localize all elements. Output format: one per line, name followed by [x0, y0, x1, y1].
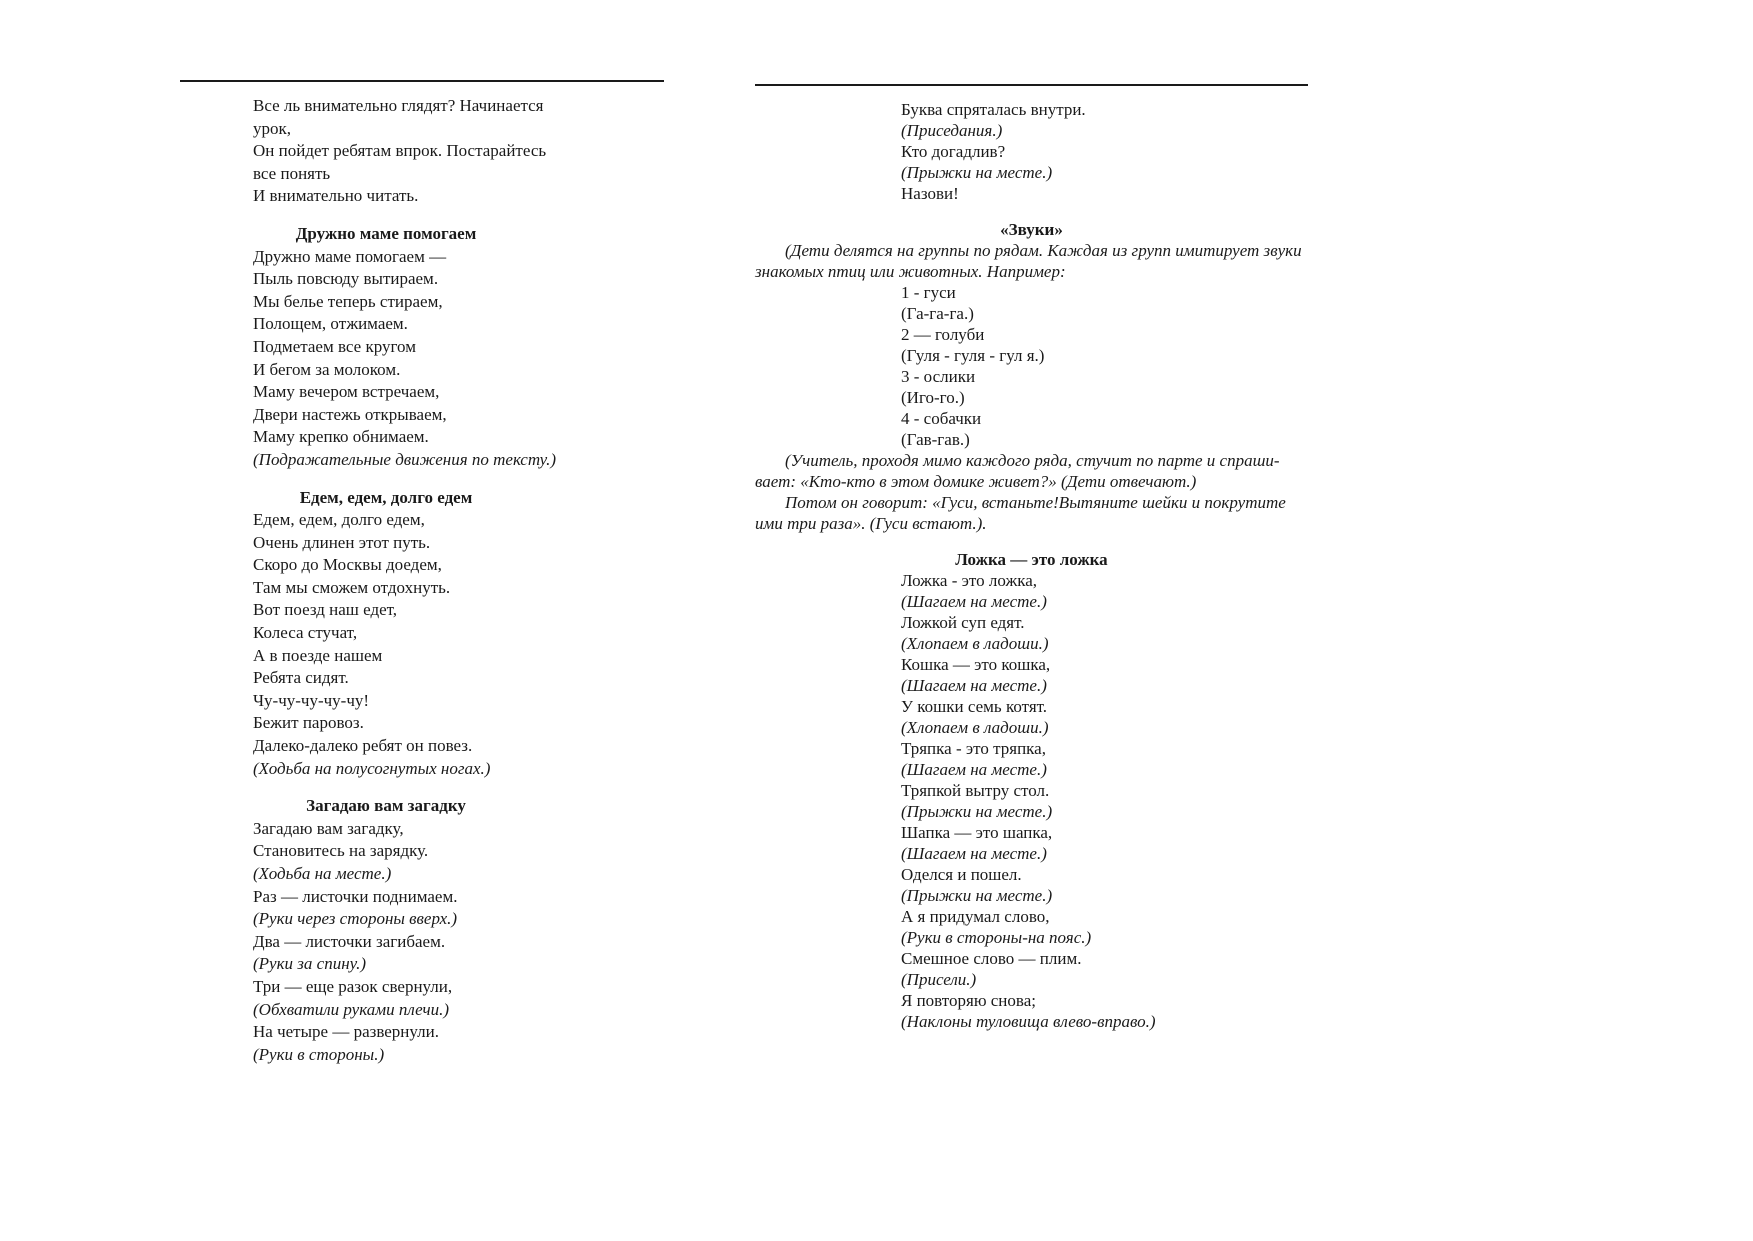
section-heading: Ложка — это ложка — [955, 550, 1108, 569]
stage-direction-line: (Обхватили руками плечи.) — [253, 999, 450, 1019]
verse-line: Буква спряталась внутри. — [901, 100, 1086, 119]
verse-line: Вот поезд наш едет, — [253, 600, 398, 620]
verse-block — [901, 99, 1308, 204]
verse-line: Бежит паровоз. — [253, 713, 364, 733]
verse-line: Дружно маме помогаем — — [253, 246, 447, 266]
verse-line: Мы белье теперь стираем, — [253, 291, 443, 311]
verse-line: Маму крепко обнимаем. — [253, 427, 429, 447]
stage-direction-line: (Прыжки на месте.) — [901, 802, 1053, 821]
verse-line: И внимательно читать. — [253, 186, 419, 206]
verse-line: (Иго-го.) — [901, 388, 965, 407]
stage-direction-line: (Прыжки на месте.) — [901, 886, 1053, 905]
verse-line: Раз — листочки поднимаем. — [253, 886, 458, 906]
verse-line: Колеса стучат, — [253, 623, 358, 643]
paragraph-line: Потом он говорит: «Гуси, встаньте!Вытяните шейки и покрутите — [785, 493, 1286, 512]
left-page-content — [180, 95, 664, 1066]
instruction-paragraph — [755, 492, 1308, 534]
right-page-top-rule — [755, 84, 1308, 86]
verse-block — [253, 246, 664, 472]
verse-block — [253, 818, 664, 1067]
verse-line: Два — листочки загибаем. — [253, 931, 446, 951]
verse-line: все понять — [253, 163, 331, 183]
section-heading: Загадаю вам загадку — [306, 796, 466, 816]
instruction-paragraph — [755, 450, 1308, 492]
verse-line: Становитесь на зарядку. — [253, 841, 429, 861]
stage-direction-line: (Шагаем на месте.) — [901, 844, 1047, 863]
verse-line: Скоро до Москвы доедем, — [253, 555, 442, 575]
right-page-content — [755, 99, 1308, 1032]
verse-line: Очень длинен этот путь. — [253, 532, 431, 552]
verse-block — [253, 95, 664, 208]
left-page-top-rule — [180, 80, 664, 82]
verse-line: Подметаем все кругом — [253, 336, 416, 356]
verse-line: Далеко-далеко ребят он повез. — [253, 736, 473, 756]
verse-line: 3 - ослики — [901, 367, 976, 386]
section-heading: «Звуки» — [1000, 220, 1063, 239]
paragraph-line: вает: «Кто-кто в этом домике живет?» (Дети отвечают.) — [755, 472, 1197, 491]
stage-direction-line: (Наклоны туловища влево-вправо.) — [901, 1012, 1156, 1031]
stage-direction-line: (Присели.) — [901, 970, 977, 989]
section-heading: Дружно маме помогаем — [295, 223, 477, 243]
stage-direction-line: (Хлопаем в ладоши.) — [901, 718, 1049, 737]
verse-line: Три — еще разок свернули, — [253, 976, 453, 996]
paragraph-line: ими три раза». (Гуси встают.). — [755, 514, 987, 533]
verse-line: А я придумал слово, — [901, 907, 1050, 926]
verse-line: Там мы сможем отдохнуть. — [253, 577, 451, 597]
verse-line: Чу-чу-чу-чу-чу! — [253, 690, 370, 710]
left-page — [180, 80, 664, 1066]
verse-line: Ребята сидят. — [253, 668, 349, 688]
verse-line: Маму вечером встречаем, — [253, 382, 440, 402]
verse-line: Тряпка - это тряпка, — [901, 739, 1046, 758]
verse-line: Тряпкой вытру стол. — [901, 781, 1050, 800]
verse-line: Ложка - это ложка, — [901, 571, 1037, 590]
stage-direction-line: (Руки в стороны-на пояс.) — [901, 928, 1092, 947]
verse-block — [901, 570, 1308, 1032]
stage-direction-line: (Шагаем на месте.) — [901, 676, 1047, 695]
stage-direction-line: (Шагаем на месте.) — [901, 592, 1047, 611]
stage-direction-line: (Прыжки на месте.) — [901, 163, 1053, 182]
verse-line: Кто догадлив? — [901, 142, 1006, 161]
verse-line: Он пойдет ребятам впрок. Постарайтесь — [253, 141, 547, 161]
verse-line: Все ль внимательно глядят? Начинается — [253, 96, 544, 115]
stage-direction-line: (Ходьба на полусогнутых ногах.) — [253, 758, 491, 778]
paragraph-line: (Дети делятся на группы по рядам. Каждая из групп имитирует звуки — [785, 241, 1302, 260]
verse-line: (Гуля - гуля - гул я.) — [901, 346, 1045, 365]
stage-direction-line: (Руки в стороны.) — [253, 1044, 385, 1064]
stage-direction-line: (Приседания.) — [901, 121, 1003, 140]
stage-direction-line: (Подражательные движения по тексту.) — [253, 449, 557, 469]
verse-line: Кошка — это кошка, — [901, 655, 1051, 674]
stage-direction-line: (Хлопаем в ладоши.) — [901, 634, 1049, 653]
paragraph-line: знакомых птиц или животных. Например: — [755, 262, 1066, 281]
stage-direction-line: (Руки через стороны вверх.) — [253, 909, 458, 929]
verse-line: (Га-га-га.) — [901, 304, 974, 323]
verse-line: Едем, едем, долго едем, — [253, 510, 425, 530]
verse-line: 2 — голуби — [901, 325, 985, 344]
stage-direction-line: (Шагаем на месте.) — [901, 760, 1047, 779]
section-heading: Едем, едем, долго едем — [299, 487, 473, 507]
verse-line: (Гав-гав.) — [901, 430, 970, 449]
verse-line: Я повторяю снова; — [901, 991, 1036, 1010]
verse-block — [901, 282, 1308, 450]
verse-line: У кошки семь котят. — [901, 697, 1048, 716]
verse-line: 1 - гуси — [901, 283, 956, 302]
verse-line: Оделся и пошел. — [901, 865, 1022, 884]
verse-line: Пыль повсюду вытираем. — [253, 269, 439, 289]
verse-line: Полощем, отжимаем. — [253, 314, 408, 334]
verse-block — [253, 509, 664, 780]
right-page — [755, 84, 1308, 1032]
instruction-paragraph — [755, 240, 1308, 282]
verse-line: Шапка — это шапка, — [901, 823, 1053, 842]
verse-line: На четыре — развернули. — [253, 1022, 439, 1042]
verse-line: Назови! — [901, 184, 959, 203]
verse-line: Смешное слово — плим. — [901, 949, 1082, 968]
verse-line: урок, — [253, 118, 292, 138]
verse-line: 4 - собачки — [901, 409, 982, 428]
verse-line: А в поезде нашем — [253, 645, 383, 665]
verse-line: Двери настежь открываем, — [253, 404, 447, 424]
verse-line: Ложкой суп едят. — [901, 613, 1025, 632]
stage-direction-line: (Ходьба на месте.) — [253, 864, 392, 883]
paragraph-line: (Учитель, проходя мимо каждого ряда, стучит по парте и спраши- — [785, 451, 1280, 470]
verse-line: Загадаю вам загадку, — [253, 818, 404, 838]
verse-line: И бегом за молоком. — [253, 359, 401, 379]
stage-direction-line: (Руки за спину.) — [253, 954, 367, 974]
